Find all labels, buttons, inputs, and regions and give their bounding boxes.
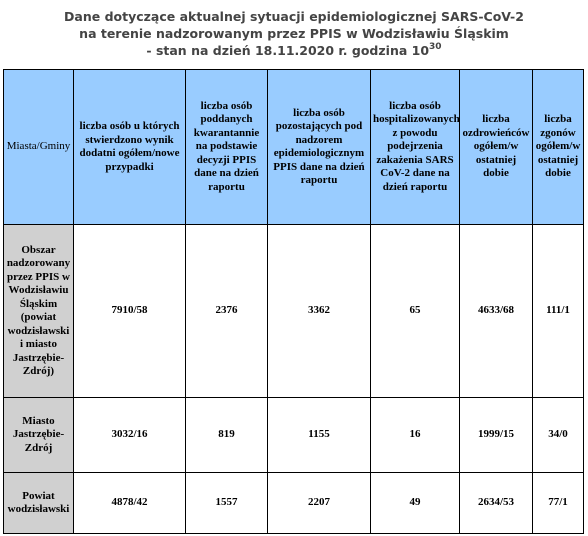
- table-row: [4, 225, 584, 398]
- cell-recovered: 2634/53: [460, 473, 533, 534]
- row-label: Miasto Jastrzębie-Zdrój: [4, 398, 74, 473]
- cell-supervision: 3362: [268, 225, 371, 398]
- cell-hospitalized: 65: [371, 225, 460, 398]
- cell-deaths: 34/0: [533, 398, 584, 473]
- header-deaths: liczba zgonów ogółem/w ostatniej dobie: [533, 70, 584, 225]
- cell-positive: 3032/16: [74, 398, 186, 473]
- cell-deaths: 77/1: [533, 473, 584, 534]
- cell-supervision: 1155: [268, 398, 371, 473]
- table-row: [4, 398, 584, 473]
- header-positive: liczba osób u których stwierdzono wynik dodatni ogółem/nowe przypadki: [74, 70, 186, 225]
- cell-positive: 7910/58: [74, 225, 186, 398]
- page-title: [0, 8, 588, 59]
- header-quarantine: liczba osób poddanych kwarantannie na podstawie decyzji PPIS dane na dzień raportu: [186, 70, 268, 225]
- title-line-3: [0, 42, 588, 59]
- header-cities: Miasta/Gminy: [4, 70, 74, 225]
- header-recovered: liczba ozdrowieńców ogółem/w ostatniej dobie: [460, 70, 533, 225]
- cell-recovered: 4633/68: [460, 225, 533, 398]
- row-label: Obszar nadzorowany przez PPIS w Wodzisławiu Śląskim (powiat wodzisławski i miasto Jastrzębie-Zdrój): [4, 225, 74, 398]
- cell-deaths: 111/1: [533, 225, 584, 398]
- title-time-superscript: 30: [429, 41, 442, 52]
- title-line-2: na terenie nadzorowanym przez PPIS w Wodzisławiu Śląskim: [79, 26, 509, 41]
- header-hospitalized: liczba osób hospitalizowanych z powodu podejrzenia zakażenia SARS CoV-2 dane na dzień raportu: [371, 70, 460, 225]
- table-row: [4, 473, 584, 534]
- cell-quarantine: 2376: [186, 225, 268, 398]
- epidemiology-table: [3, 69, 584, 534]
- header-supervision: liczba osób pozostających pod nadzorem epidemiologicznym PPIS dane na dzień raportu: [268, 70, 371, 225]
- row-label: Powiat wodzisławski: [4, 473, 74, 534]
- cell-recovered: 1999/15: [460, 398, 533, 473]
- cell-hospitalized: 16: [371, 398, 460, 473]
- title-line-1: Dane dotyczące aktualnej sytuacji epidemiologicznej SARS-CoV-2: [64, 9, 524, 24]
- cell-positive: 4878/42: [74, 473, 186, 534]
- table-header-row: [4, 70, 584, 225]
- cell-quarantine: 819: [186, 398, 268, 473]
- cell-hospitalized: 49: [371, 473, 460, 534]
- cell-quarantine: 1557: [186, 473, 268, 534]
- cell-supervision: 2207: [268, 473, 371, 534]
- title-line-3-text: - stan na dzień 18.11.2020 r. godzina 10: [146, 43, 430, 58]
